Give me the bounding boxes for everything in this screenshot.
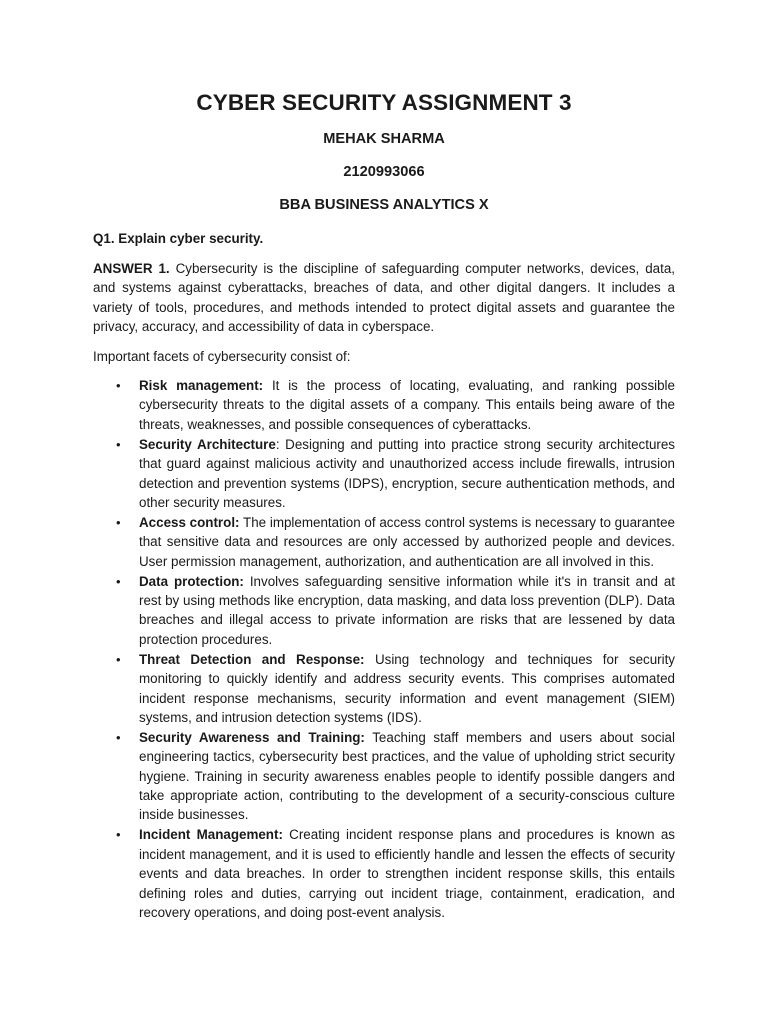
document-title: CYBER SECURITY ASSIGNMENT 3: [196, 90, 572, 115]
course-name: BBA BUSINESS ANALYTICS X: [279, 197, 489, 213]
list-item: [93, 728, 675, 825]
answer-label: ANSWER 1.: [93, 261, 170, 276]
list-item: [93, 513, 675, 571]
facet-text: Teaching staff members and users about social engineering tactics, cybersecurity best practices, and the value of upholding strict security hygiene. Training in security awareness enables people to identify possible dangers and take appropriate action, contributing to the development of a security-conscious culture inside businesses.: [139, 729, 675, 823]
question-heading: Q1. Explain cyber security.: [93, 231, 264, 246]
bullet-icon: •: [116, 729, 121, 745]
bullet-icon: •: [116, 827, 121, 843]
facet-term: Incident Management:: [139, 827, 283, 843]
bullet-icon: •: [116, 514, 121, 530]
facet-text: Involves safeguarding sensitive information while it's in transit and at rest by using methods like encryption, data masking, and data loss prevention (DLP). Data breaches and illegal access to private information are risks that are lessened by data protection procedures.: [139, 573, 676, 647]
bullet-icon: •: [116, 436, 121, 452]
facet-text: : Designing and putting into practice strong security architectures that guard against malicious activity and unauthorized access include firewalls, intrusion detection and prevention systems (IDPS), encryption, secure authentication methods, and other security measures.: [139, 436, 675, 510]
answer-paragraph: [93, 259, 675, 337]
bullet-icon: •: [116, 651, 121, 667]
facet-text: Creating incident response plans and procedures is known as incident management, and it is used to efficiently handle and lessen the effects of security events and data breaches. In order to strengthen incident response skills, this entails defining roles and duties, carrying out incident triage, containment, eradication, and recovery operations, and doing post-event analysis.: [139, 827, 675, 920]
facets-intro: Important facets of cybersecurity consist of:: [93, 348, 351, 364]
facet-term: Security Awareness and Training:: [139, 729, 365, 745]
facet-term: Risk management:: [139, 378, 264, 394]
facets-list: [93, 376, 675, 922]
facet-term: Security Architecture: [139, 436, 276, 452]
facet-text: Using technology and techniques for security monitoring to quickly identify and address security events. This comprises automated incident response mechanisms, security information and event management (SIEM) systems, and intrusion detection systems (IDS).: [139, 651, 676, 725]
facet-term: Access control:: [139, 514, 240, 530]
document-page: [93, 88, 675, 923]
list-item: [93, 435, 675, 513]
facet-text: It is the process of locating, evaluating, and ranking possible cybersecurity threats to the digital assets of a company. This entails being aware of the threats, weaknesses, and possible consequences of cyberattacks.: [139, 378, 675, 432]
bullet-icon: •: [116, 378, 121, 394]
author-name: MEHAK SHARMA: [323, 131, 445, 147]
answer-text: Cybersecurity is the discipline of safeguarding computer networks, devices, data, and systems against cyberattacks, breaches of data, and other digital dangers. It includes a variety of tools, procedures, and methods intended to protect digital assets and guarantee the privacy, accuracy, and accessibility of data in cyberspace.: [93, 261, 675, 335]
facet-term: Data protection:: [139, 573, 244, 589]
list-item: [93, 572, 675, 650]
list-item: [93, 376, 675, 434]
list-item: [93, 825, 675, 922]
bullet-icon: •: [116, 573, 121, 589]
facet-text: The implementation of access control systems is necessary to guarantee that sensitive data and resources are only accessed by authorized people and devices. User permission management, authorization, and authentication are all involved in this.: [139, 514, 675, 569]
roll-number: 2120993066: [343, 164, 425, 180]
list-item: [93, 650, 675, 728]
facet-term: Threat Detection and Response:: [139, 651, 365, 667]
